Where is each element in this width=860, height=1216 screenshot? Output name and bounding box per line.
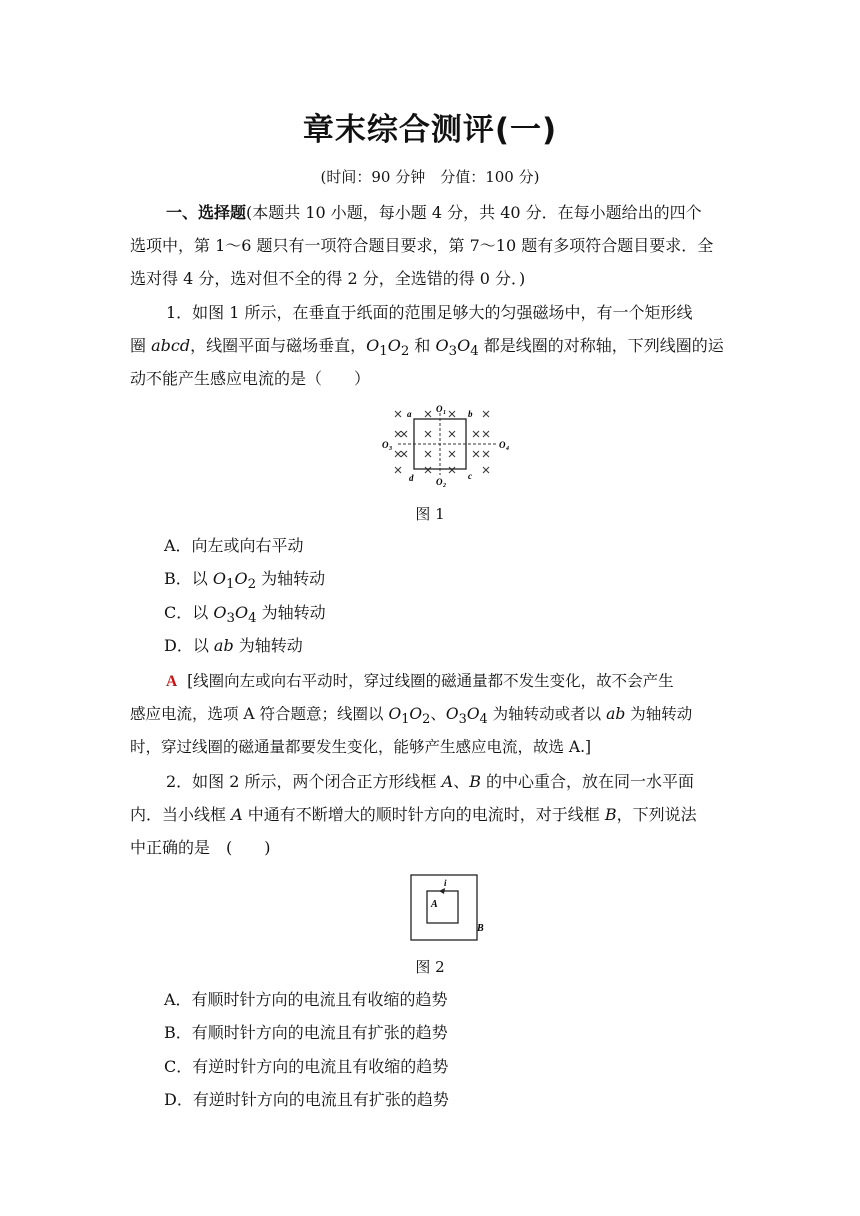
q1-line-1: 1．如图 1 所示，在垂直于纸面的范围足够大的匀强磁场中，有一个矩形线 <box>166 303 693 322</box>
label-o1: O <box>436 404 443 414</box>
q2-option-c: C．有逆时针方向的电流且有收缩的趋势 <box>164 1057 449 1076</box>
q2-option-a: A．有顺时针方向的电流且有收缩的趋势 <box>164 990 448 1009</box>
question-2-stem: 2．如图 2 所示，两个闭合正方形线框 A、B 的中心重合，放在同一水平面 内．当小线框 A 中通有不断增大的顺时针方向的电流时，对于线框 B，下列说法 中正确的是 ( ) <box>130 765 732 864</box>
section-text-3: 选对得 4 分，选对但不全的得 2 分，全选错的得 0 分．) <box>130 269 526 288</box>
label-a: A <box>431 899 438 910</box>
svg-text:4: 4 <box>506 446 509 452</box>
svg-text:2: 2 <box>443 483 446 489</box>
figure-1-caption: 图 1 <box>415 505 445 523</box>
page-title: 章末综合测评(一) <box>302 112 558 148</box>
q1-option-b: B．以 $O_1O_2$ 为轴转动 <box>164 569 326 593</box>
label-o2: O <box>436 477 443 487</box>
q2-line-3: 中正确的是 ( ) <box>130 838 271 857</box>
q1-answer-letter: A <box>166 673 178 690</box>
q1-option-a: A．向左或向右平动 <box>164 536 304 555</box>
q2-option-b: B．有顺时针方向的电流且有扩张的趋势 <box>164 1023 448 1042</box>
current-arrow-icon <box>439 888 445 894</box>
figure-2-nested-squares-diagram <box>405 870 495 944</box>
label-b: B <box>477 923 484 934</box>
svg-text:1: 1 <box>443 410 446 416</box>
svg-text:3: 3 <box>389 446 392 452</box>
q1-option-c: C．以 $O_3O_4$ 为轴转动 <box>164 603 326 627</box>
label-i: i <box>444 878 447 888</box>
q1-option-d: D．以 ab 为轴转动 <box>164 636 303 655</box>
section-text-2: 选项中，第 1～6 题只有一项符合题目要求，第 7～10 题有多项符合题目要求．全 <box>130 236 714 255</box>
coil-name: abcd <box>151 336 191 355</box>
exam-info: (时间：90 分钟 分值：100 分) <box>320 168 540 186</box>
label-o3: O <box>382 440 389 450</box>
q1-line-3: 动不能产生感应电流的是（ ） <box>130 369 371 388</box>
section-text-1: (本题共 10 小题，每小题 4 分，共 40 分．在每小题给出的四个 <box>246 203 702 222</box>
label-c: c <box>468 471 472 481</box>
label-b: b <box>468 409 473 419</box>
section-instructions <box>130 196 732 295</box>
figure-1-magnetic-field-diagram <box>380 403 520 489</box>
label-d: d <box>409 473 414 483</box>
label-a: a <box>407 409 412 419</box>
field-crosses <box>395 411 489 473</box>
q2-option-d: D．有逆时针方向的电流且有扩张的趋势 <box>164 1090 449 1109</box>
q1-answer-line-3: 时，穿过线圈的磁通量都要发生变化，能够产生感应电流，故选 A.] <box>130 738 592 756</box>
figure-2-caption: 图 2 <box>415 958 445 976</box>
section-heading: 一、选择题 <box>166 203 247 222</box>
label-o4: O <box>499 440 506 450</box>
q1-answer-explanation: A [线圈向左或向右平动时，穿过线圈的磁通量都不发生变化，故不会产生 感应电流，选项 A 符合题意；线圈以 $O_1O_2$、$O_3O_4$ 为轴转动或者以 ab 为轴转动 时，穿过线圈的磁通量都要发生变化，能够产生感应电流，故选 A.] <box>130 665 732 764</box>
question-1-stem: 1．如图 1 所示，在垂直于纸面的范围足够大的匀强磁场中，有一个矩形线 圈 abcd，线圈平面与磁场垂直，$O_1O_2$ 和 $O_3O_4$ 都是线圈的对称轴，下列线圈的运 动不能产生感应电流的是（ ） <box>130 296 732 395</box>
